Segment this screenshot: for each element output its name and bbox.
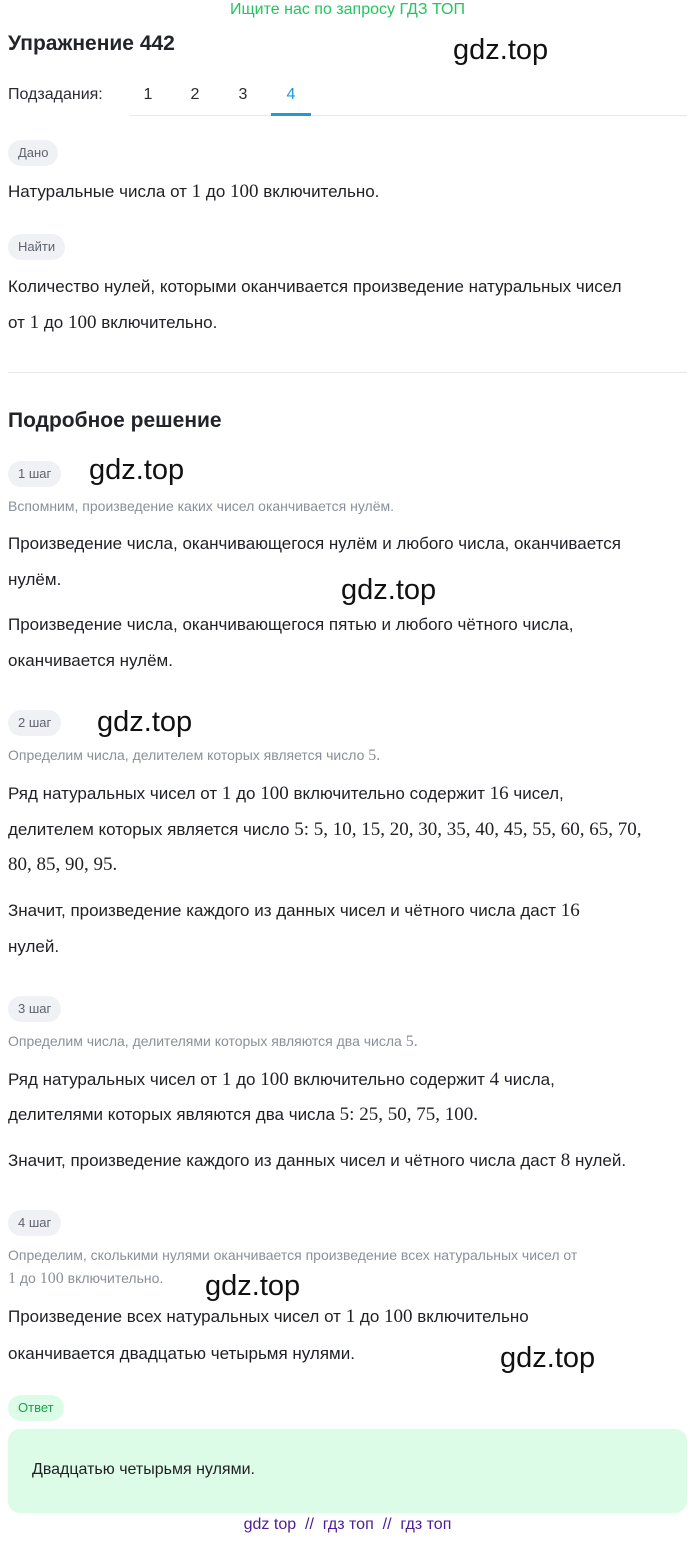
- active-tab-indicator: [271, 113, 311, 116]
- solution-title: Подробное решение: [8, 409, 222, 432]
- footer-link[interactable]: гдз топ: [400, 1516, 452, 1533]
- step-text: Значит, произведение каждого из данных чисел и чётного числа даст 8 нулей.: [8, 1150, 627, 1171]
- step-text: Значит, произведение каждого из данных чисел и чётного числа даст 16: [8, 900, 580, 921]
- step-hint: 1 до 100 включительно.: [8, 1270, 164, 1287]
- watermark: gdz.top: [205, 1270, 301, 1302]
- step-hint: Вспомним, произведение каких чисел оканчивается нулём.: [8, 498, 395, 514]
- subtask-tab-4[interactable]: 4: [286, 86, 296, 103]
- answer-text: Двадцатью четырьмя нулями.: [32, 1461, 255, 1478]
- footer-separator: //: [305, 1516, 314, 1533]
- step-text: делителем которых является число 5: 5, 10, 15, 20, 30, 35, 40, 45, 55, 60, 65, 70,: [8, 819, 642, 840]
- watermark: gdz.top: [453, 34, 549, 66]
- step-badge: 2 шаг: [8, 710, 61, 736]
- step-text: Произведение числа, оканчивающегося пятью и любого чётного числа,: [8, 615, 574, 634]
- subtask-tab-2[interactable]: 2: [190, 86, 200, 103]
- page-title: Упражнение 442: [8, 32, 175, 55]
- step-badge: 3 шаг: [8, 996, 61, 1022]
- step-badge: 1 шаг: [8, 461, 61, 487]
- watermark: gdz.top: [97, 706, 193, 738]
- step-text: оканчивается двадцатью четырьмя нулями.: [8, 1344, 355, 1363]
- step-text: Произведение числа, оканчивающегося нулём и любого числа, оканчивается: [8, 534, 621, 553]
- step-hint: Определим, сколькими нулями оканчивается произведение всех натуральных чисел от: [8, 1247, 578, 1263]
- section-divider: [8, 372, 687, 373]
- step-hint: Определим числа, делителями которых являются два числа 5.: [8, 1033, 418, 1050]
- find-badge: Найти: [8, 234, 65, 260]
- step-text: Ряд натуральных чисел от 1 до 100 включительно содержит 4 числа,: [8, 1069, 555, 1090]
- find-text-line1: Количество нулей, которыми оканчивается произведение натуральных чисел: [8, 277, 622, 296]
- step-text: Произведение всех натуральных чисел от 1 до 100 включительно: [8, 1306, 529, 1327]
- find-text-line2: от 1 до 100 включительно.: [8, 312, 218, 333]
- given-text: Натуральные числа от 1 до 100 включительно.: [8, 181, 380, 202]
- subtask-tab-3[interactable]: 3: [238, 86, 248, 103]
- tabs-divider: [130, 115, 687, 116]
- footer-link[interactable]: гдз топ: [322, 1516, 374, 1533]
- step-text: 80, 85, 90, 95.: [8, 854, 118, 875]
- watermark: gdz.top: [89, 454, 185, 486]
- promo-banner[interactable]: Ищите нас по запросу ГДЗ ТОП: [230, 1, 465, 18]
- footer-link[interactable]: gdz top: [243, 1516, 297, 1533]
- footer-links: [0, 1516, 695, 1534]
- step-hint: Определим числа, делителем которых является число 5.: [8, 747, 381, 764]
- subtask-tab-1[interactable]: 1: [143, 86, 153, 103]
- footer-separator: //: [382, 1516, 392, 1533]
- given-badge: Дано: [8, 140, 58, 166]
- step-text: делителями которых являются два числа 5: 25, 50, 75, 100.: [8, 1104, 478, 1125]
- step-text: нулём.: [8, 570, 62, 589]
- step-text: Ряд натуральных чисел от 1 до 100 включительно содержит 16 чисел,: [8, 783, 564, 804]
- answer-badge: Ответ: [8, 1395, 64, 1421]
- watermark: gdz.top: [341, 574, 437, 606]
- watermark: gdz.top: [500, 1342, 596, 1374]
- subtasks-label: Подзадания:: [8, 86, 103, 103]
- step-text: нулей.: [8, 937, 60, 956]
- step-badge: 4 шаг: [8, 1210, 61, 1236]
- step-text: оканчивается нулём.: [8, 651, 173, 670]
